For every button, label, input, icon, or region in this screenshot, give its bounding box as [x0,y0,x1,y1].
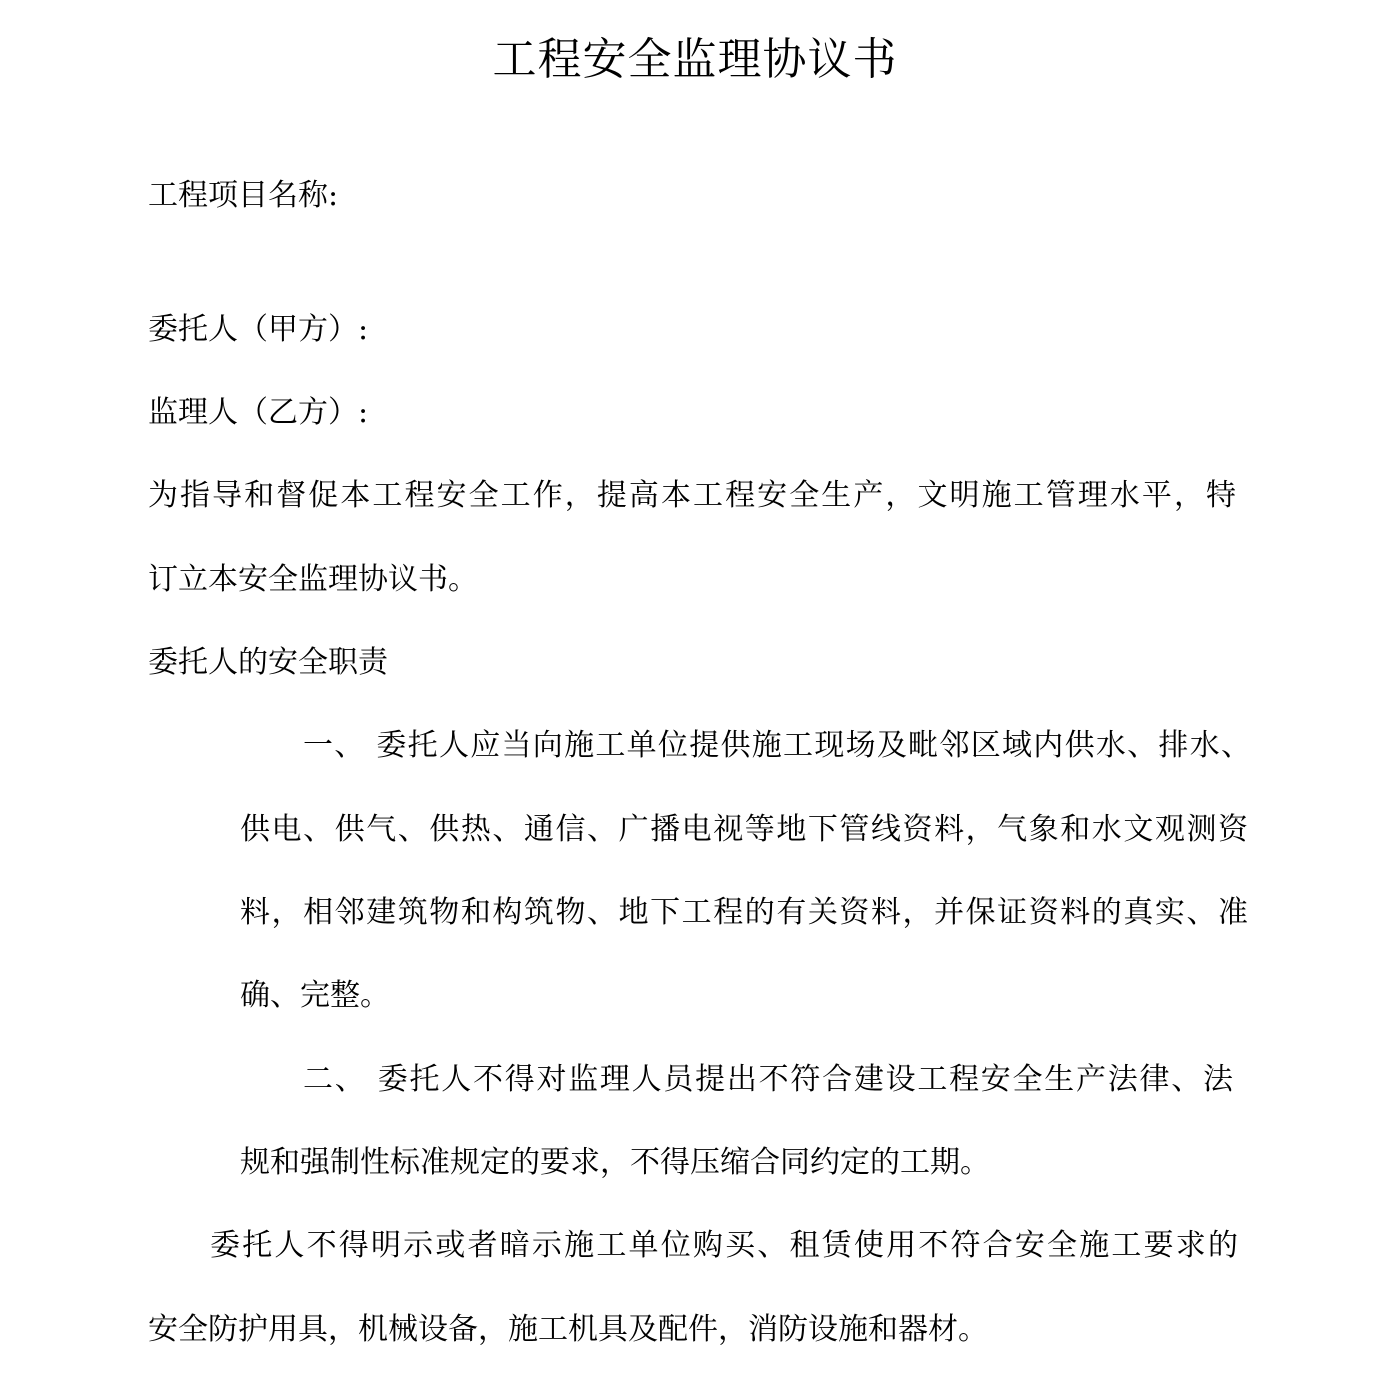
clause-3-line-1: 委托人不得明示或者暗示施工单位购买、租赁使用不符合安全施工要求的 [210,1228,1238,1263]
clause-1-line-2: 供电、供气、供热、通信、广播电视等地下管线资料，气象和水文观测资 [240,812,1248,847]
clause-1-line-3: 料，相邻建筑物和构筑物、地下工程的有关资料，并保证资料的真实、准 [240,895,1248,930]
intro-paragraph-line-2: 订立本安全监理协议书。 [148,562,478,597]
supervisor-label: 监理人（乙方）: [148,395,369,430]
document-title: 工程安全监理协议书 [492,34,898,85]
clause-1-line-4: 确、完整。 [240,978,390,1013]
clause-3-line-2: 安全防护用具，机械设备，施工机具及配件，消防设施和器材。 [148,1312,988,1347]
section-heading: 委托人的安全职责 [148,645,388,680]
client-label: 委托人（甲方）: [148,312,369,347]
clause-1-line-1: 一、 委托人应当向施工单位提供施工现场及毗邻区域内供水、排水、 [303,728,1251,763]
clause-2-line-1: 二、 委托人不得对监理人员提出不符合建设工程安全生产法律、法 [303,1062,1233,1097]
clause-2-line-2: 规和强制性标准规定的要求，不得压缩合同约定的工期。 [240,1145,990,1180]
project-name-label: 工程项目名称: [148,178,339,213]
intro-paragraph-line-1: 为指导和督促本工程安全工作，提高本工程安全生产，文明施工管理水平，特 [148,478,1236,513]
